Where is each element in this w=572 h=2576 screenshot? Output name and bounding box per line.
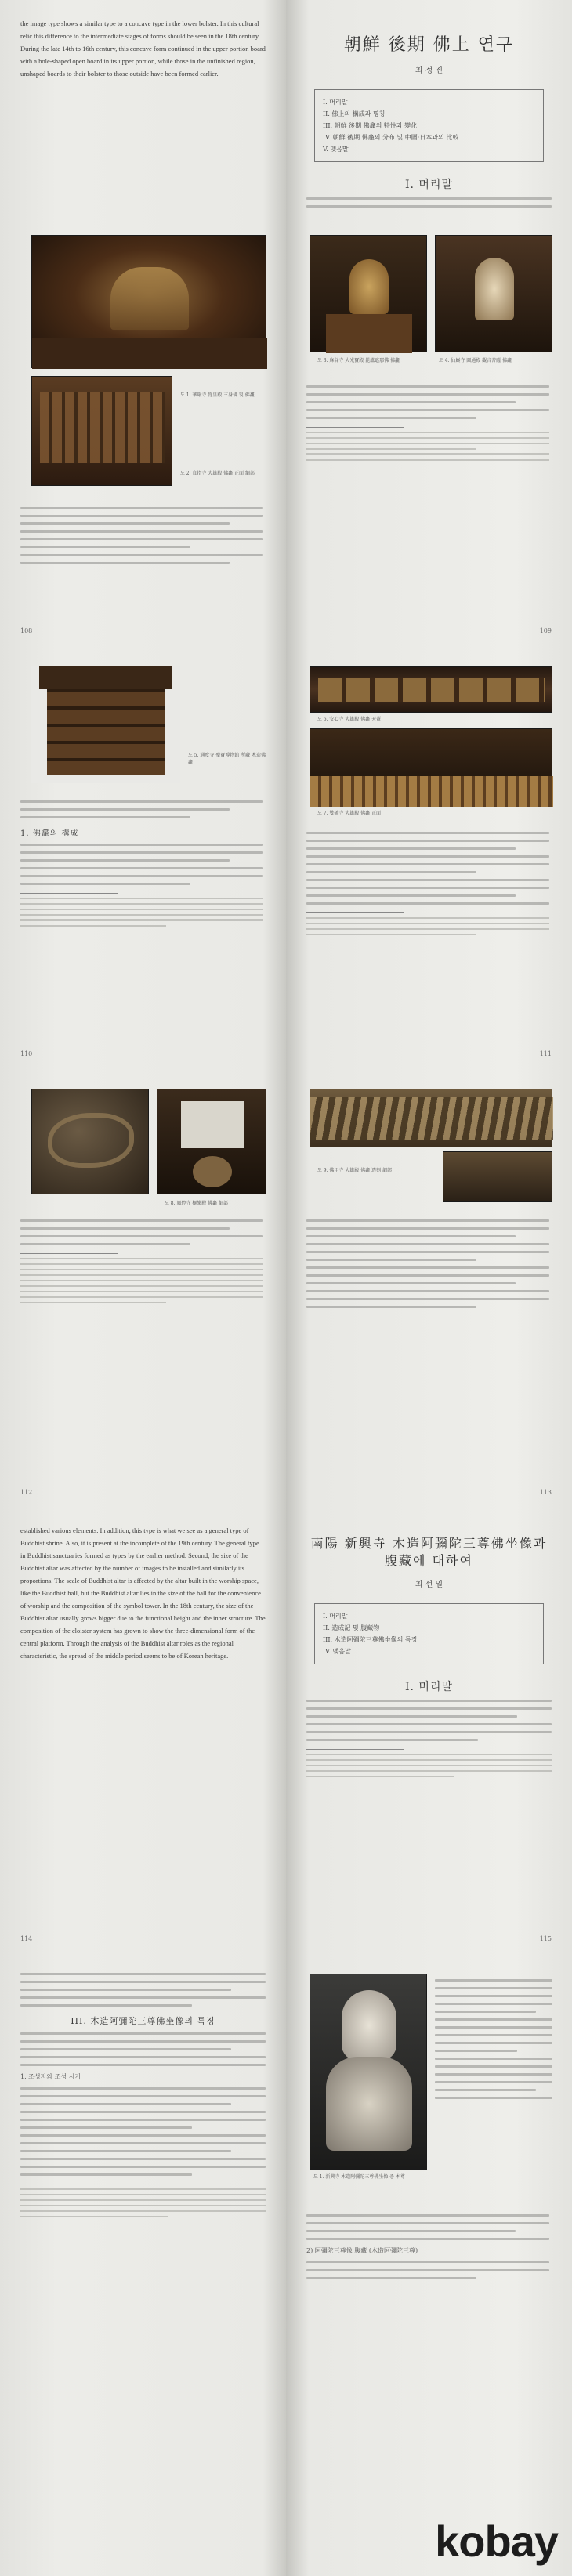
kobay-logo: kobay xyxy=(435,2516,558,2566)
toc-item: V. 맺음말 xyxy=(323,146,349,153)
page-117 xyxy=(286,1950,572,2576)
toc-item: II. 造成記 및 腹藏物 xyxy=(323,1624,380,1631)
article-author: 최 선 일 xyxy=(415,1581,443,1589)
photo-bodhisattva-shrine xyxy=(435,235,552,352)
spread-3 xyxy=(0,642,572,1065)
page-114 xyxy=(0,1504,286,1950)
photo-openwork-detail xyxy=(443,1151,552,1202)
table-of-contents xyxy=(314,1603,544,1664)
page-109 xyxy=(286,211,572,642)
caption-fig3: 도 3. 麻谷寺 大光寶殿 毘盧遮那佛 佛龕 xyxy=(317,358,400,363)
table-of-contents xyxy=(314,89,544,162)
page-111 xyxy=(286,642,572,1065)
caption-fig5: 도 5. 通度寺 聖寶博物館 所藏 木造佛龕 xyxy=(188,753,266,765)
english-summary-text: the image type shows a similar type to a concave type in the lower bolster. In this cultural relic this difference to the intermediate stages of forms should be seen in the 18th century. During the late 14th to 16th century, this concave form continued in the upper portion board with a hole-shaped open board in its upper portion, while those in the unfinished region, unshaped boards to their bolster to those outside have been formed earlier. xyxy=(20,20,266,78)
toc-item: I. 머리말 xyxy=(323,1613,348,1620)
caption-fig7: 도 7. 雙磎寺 大雄殿 佛龕 正面 xyxy=(317,811,382,816)
page-number: 113 xyxy=(539,1489,552,1496)
caption-fig6: 도 6. 安心寺 大雄殿 佛龕 天蓋 xyxy=(317,717,382,722)
spread-4 xyxy=(0,1065,572,1504)
spread-6 xyxy=(0,1950,572,2576)
caption-fig1: 도 1. 華嚴寺 覺皇殿 三身佛 및 佛龕 xyxy=(180,392,255,398)
photo-panel xyxy=(157,1089,266,1194)
caption-fig9: 도 9. 佛甲寺 大雄殿 佛龕 透刻 細部 xyxy=(317,1168,392,1173)
page-108 xyxy=(0,211,286,642)
english-abstract-text: established various elements. In addition, this type is what we see as a general type of Buddhist shrine. Also, it is present at the incomplete of the 19th century. The general type in Buddhist sanctuaries formed as types by the earlier method. Second, the size of the Buddhist altar was affected by the number of images to be installed and similarly its proportions. The scale of Buddhist altar is affected by the altar built in the worship space, like the Buddhist hall, but the Buddhist altar lies in the size of the hall for the convenience of worship and the composition of the symbol tower. In the 18th century, the size of the Buddhist altar usually grows bigger due to the functional height and the inner structure. The composition of the cloister system has grown to show the three-dimensional form of the central platform. Through the analysis of the Buddhist altar roles as the regional characteristic, the spread of the middle period seems to be of Korean heritage. xyxy=(20,1526,266,1660)
toc-item: IV. 맺음말 xyxy=(323,1648,351,1655)
photo-altar-hall xyxy=(31,235,266,368)
spread-5 xyxy=(0,1504,572,1950)
section-heading: I. 머리말 xyxy=(404,179,453,191)
page-number: 108 xyxy=(20,627,33,634)
toc-item: II. 佛上의 構成과 명칭 xyxy=(323,110,386,117)
photo-canopy xyxy=(310,666,552,713)
subsection-heading: 2) 阿彌陀三尊像 腹藏 (木造阿彌陀三尊) xyxy=(306,2247,418,2254)
photo-wooden-shrine xyxy=(31,666,180,783)
section-heading: III. 木造阿彌陀三尊佛坐像의 특징 xyxy=(71,2016,215,2026)
toc-item: III. 木造阿彌陀三尊佛坐像의 특징 xyxy=(323,1636,418,1643)
subsection-heading: 1. 佛龕의 構成 xyxy=(20,829,79,838)
toc-item: I. 머리말 xyxy=(323,99,348,106)
toc-item: III. 朝鮮 後期 佛龕의 特性과 變化 xyxy=(323,122,418,129)
spread-2 xyxy=(0,211,572,642)
caption-fig8: 도 8. 鳳停寺 極樂殿 佛龕 細部 xyxy=(165,1201,229,1206)
toc-item: IV. 朝鮮 後期 佛龕의 分布 및 中國·日本과의 比較 xyxy=(323,134,459,141)
page-english-summary xyxy=(0,0,286,211)
article-title: 南陽 新興寺 木造阿彌陀三尊佛坐像과 腹藏에 대하여 xyxy=(310,1536,548,1568)
caption-fig2: 도 2. 直指寺 大雄殿 佛龕 正面 細部 xyxy=(180,471,255,476)
spread-1 xyxy=(0,0,572,211)
caption-fig1: 도 1. 新興寺 木造阿彌陀三尊佛坐像 중 本尊 xyxy=(313,2174,405,2180)
page-number: 115 xyxy=(539,1935,552,1942)
photo-buddha-statue xyxy=(310,1974,427,2170)
page-number: 110 xyxy=(20,1050,33,1057)
page-113 xyxy=(286,1065,572,1504)
page-number: 111 xyxy=(539,1050,552,1057)
page-115 xyxy=(286,1504,572,1950)
page-article-title xyxy=(286,0,572,211)
page-110 xyxy=(0,642,286,1065)
page-112 xyxy=(0,1065,286,1504)
subsection-heading: 1. 조성자와 조성 시기 xyxy=(20,2073,81,2080)
article-author: 최 정 진 xyxy=(415,67,443,75)
photo-carving-detail xyxy=(31,1089,149,1194)
photo-openwork-panel xyxy=(310,1089,552,1147)
page-number: 109 xyxy=(539,627,552,634)
photo-altar-front xyxy=(310,728,552,807)
article-title: 朝鮮 後期 佛上 연구 xyxy=(343,35,515,55)
section-heading: I. 머리말 xyxy=(404,1681,453,1693)
page-number: 114 xyxy=(20,1935,33,1942)
photo-altar-detail xyxy=(31,376,172,486)
page-number: 112 xyxy=(20,1489,33,1496)
photo-buddha-shrine xyxy=(310,235,427,352)
caption-fig4: 도 4. 仙巖寺 圓通殿 觀音菩薩 佛龕 xyxy=(439,358,512,363)
page-116 xyxy=(0,1950,286,2576)
